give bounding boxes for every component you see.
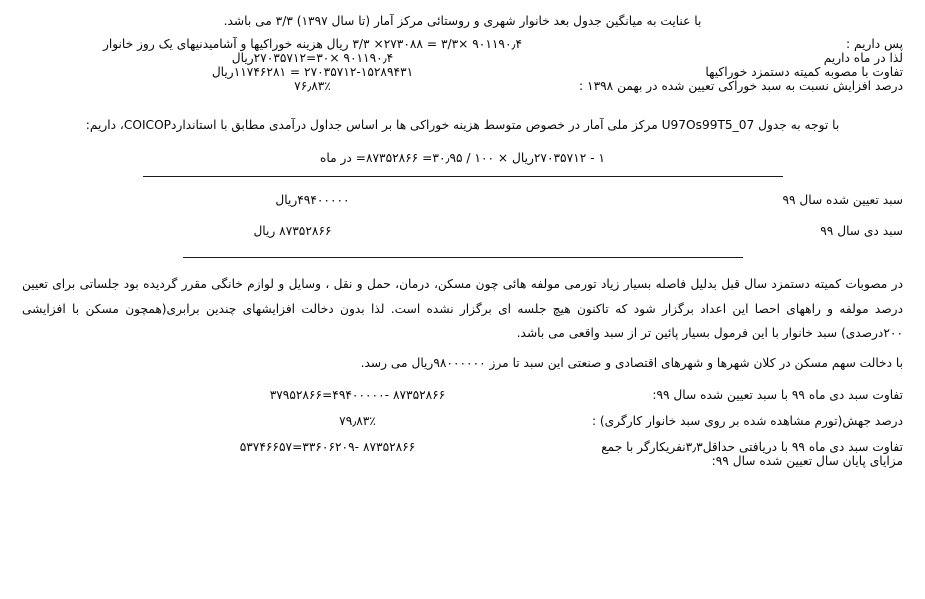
summary-row	[22, 388, 903, 402]
basket-row	[22, 188, 903, 212]
paragraph-maskan: با دخالت سهم مسکن در کلان شهرها و شهرهای اقتصادی و صنعتی این سبد تا مرز ۹۸۰۰۰۰۰۰ریال می رسد.	[360, 356, 903, 371]
paragraph-dastmozd: در مصوبات کمیته دستمزد سال قبل بدلیل فاصله بسیار زیاد تورمی مولفه هائی چون مسکن، درمان، حمل و نقل ، وسایل و لوازم خانگی مقرر گردیده بود جلساتی برای تعیین درصد مولفه و راههای احصا این اعداد برگزار شود که تاکنون هیچ جلسه ای برگزار نشده است. لذا بدون دخالت افزایشهای چندین برابری(همچون مسکن با افزایشی ۲۰۰درصدی) سبد خانوار با این فرمول بسیار پائین تر از سبد واقعی می باشد.	[22, 277, 903, 340]
calc-row-value: ۷۶٫۸۳٪	[294, 79, 331, 93]
divider-top	[143, 176, 783, 177]
summary-row	[22, 414, 903, 428]
calc-row-label: تفاوت با مصوبه کمیته دستمزد خوراکیها	[705, 65, 903, 79]
basket-label: سبد دی سال ۹۹	[820, 224, 903, 239]
calc-row-label: لذا در ماه داریم	[823, 51, 903, 65]
basket-value: ۴۹۴۰۰۰۰۰ریال	[275, 193, 350, 208]
calc-row	[22, 79, 903, 93]
summary-row	[22, 440, 903, 468]
basket-row	[22, 219, 903, 243]
summary-value: ۸۷۳۵۲۸۶۶ -۴۹۴۰۰۰۰۰=۳۷۹۵۲۸۶۶	[269, 387, 446, 402]
summary-label: تفاوت سبد دی ماه ۹۹ با سبد تعیین شده سال ۹۹:	[652, 387, 903, 402]
calc-row-label: درصد افزایش نسبت به سبد خوراکی تعیین شده در بهمن ۱۳۹۸ :	[579, 79, 903, 93]
summary-value: ۸۷۳۵۲۸۶۶ -۳۳۶۰۶۲۰۹=۵۳۷۴۶۶۵۷	[239, 439, 416, 454]
basket-value: ۸۷۳۵۲۸۶۶ ریال	[253, 224, 332, 239]
item-one: ۱ - ۲۷۰۳۵۷۱۲ریال × ۱۰۰ / ۳۰٫۹۵= ۸۷۳۵۲۸۶۶= در ماه	[320, 151, 605, 166]
calc-row	[22, 65, 903, 79]
calc-row-value: ۹۰۱۱۹۰٫۴ ×۳۰=۲۷۰۳۵۷۱۲ریال	[231, 51, 394, 65]
summary-value: ۷۹٫۸۳٪	[339, 413, 376, 428]
calc-row	[22, 37, 903, 51]
calc-row	[22, 51, 903, 65]
intro-line: با عنایت به میانگین جدول بعد خانوار شهری و روستائی مرکز آمار (تا سال ۱۳۹۷) ۳/۳ می باشد.	[223, 14, 702, 28]
summary-label: درصد جهش(تورم مشاهده شده بر روی سبد خانوار کارگری) :	[591, 413, 903, 428]
calc-row-value: ۹۰۱۱۹۰٫۴ ×۳/۳ = ۲۷۳۰۸۸× ۳/۳ ریال هزینه خوراکیها و آشامیدنیهای یک روز خانوار	[102, 37, 523, 51]
calc-row-value: ۲۷۰۳۵۷۱۲-۱۵۲۸۹۴۳۱ = ۱۱۷۴۶۲۸۱ریال	[211, 65, 414, 79]
calc-row-label: پس داریم :	[846, 37, 903, 51]
basket-label: سبد تعیین شده سال ۹۹	[782, 193, 903, 208]
divider-bottom	[183, 257, 743, 258]
summary-label: تفاوت سبد دی ماه ۹۹ با دریافتی حداقل۳٫۳نفریکارگر با جمع مزایای پایان سال تعیین شده سال ۹۹:	[601, 439, 903, 468]
coicop-paragraph: با توجه به جدول U97Os99T5_07 مرکز ملی آمار در خصوص متوسط هزینه خوراکی ها بر اساس جداول درآمدی مطابق با استانداردCOICOP، داریم:	[85, 118, 840, 132]
